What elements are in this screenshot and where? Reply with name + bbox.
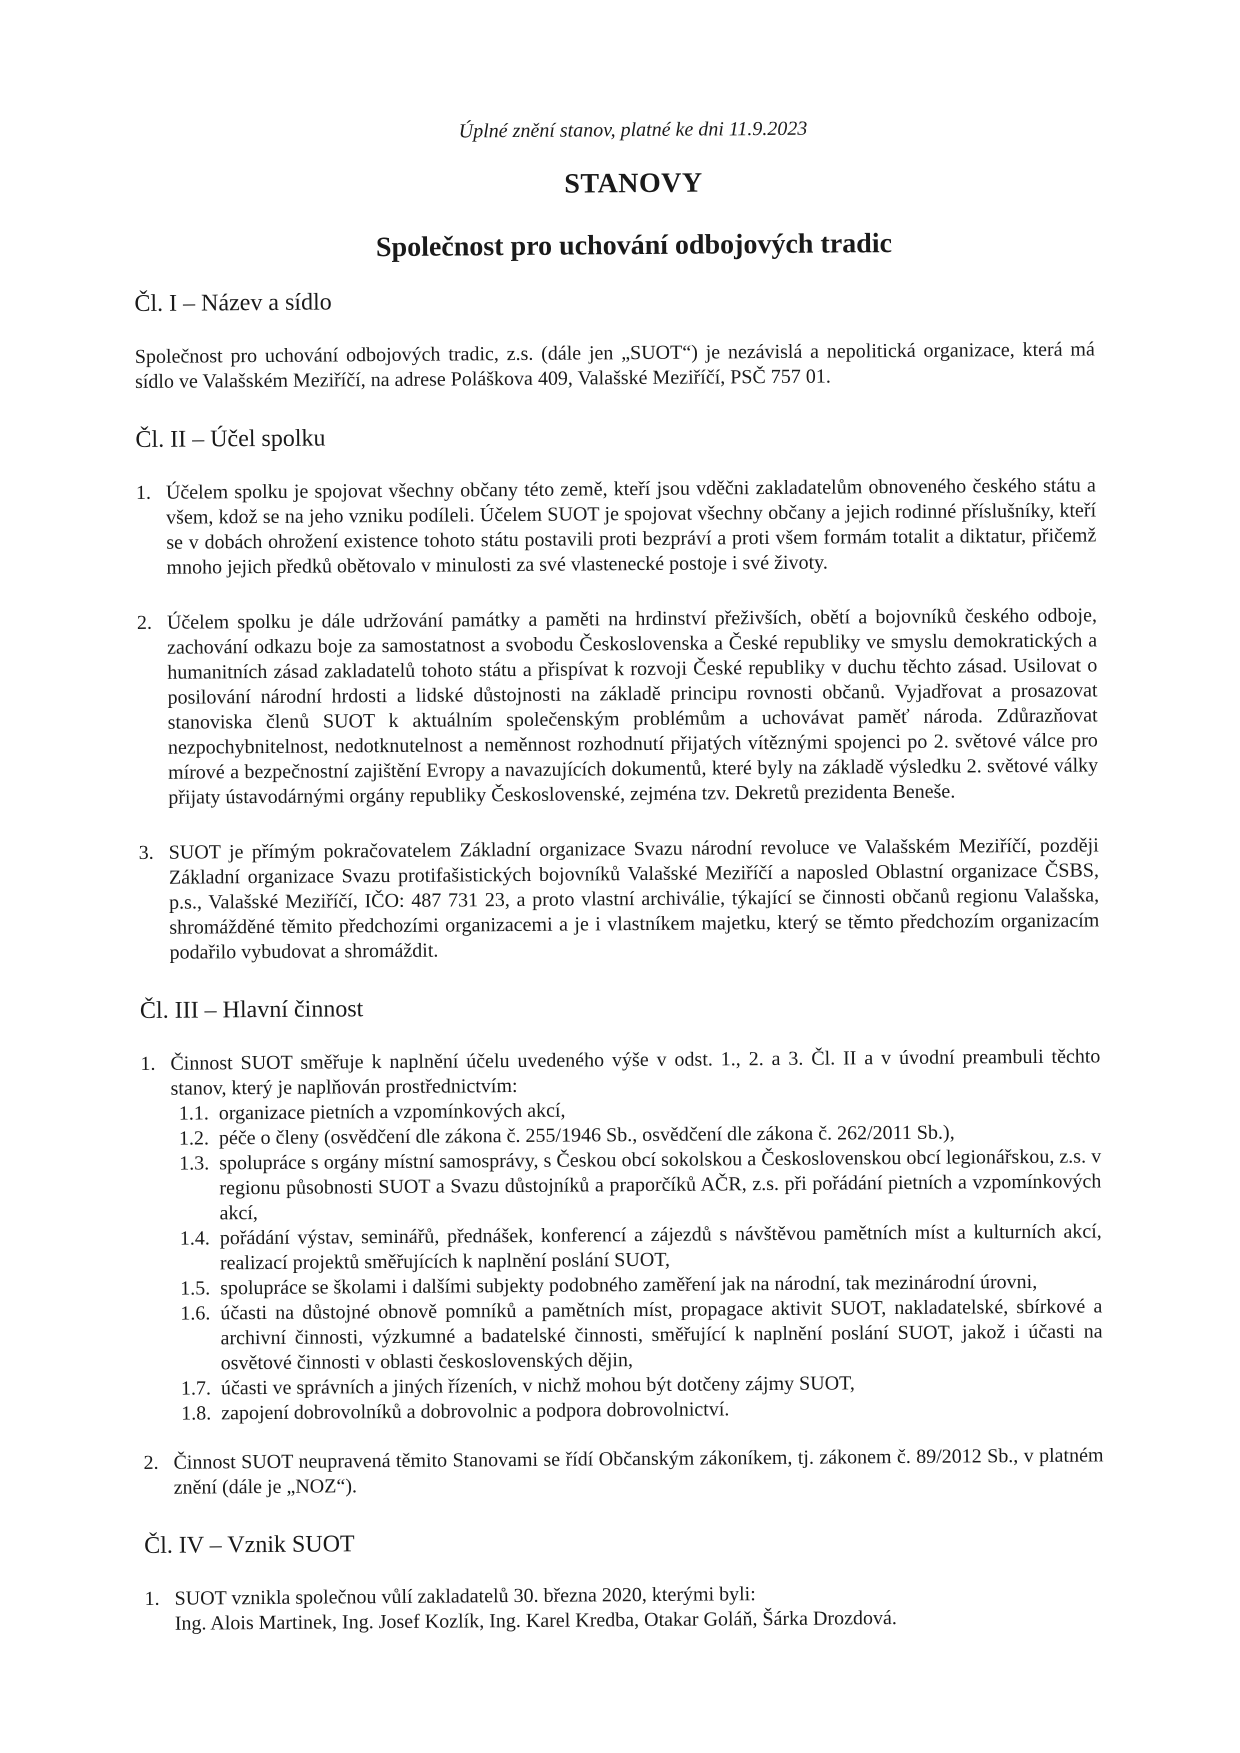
section-heading-article-1: Čl. I – Název a sídlo	[134, 289, 332, 317]
item-number: 1.	[140, 1052, 156, 1075]
subitem-text: spolupráce se školami i dalšími subjekty podobného zaměření jak na národní, tak mezinárodní úrovni,	[220, 1270, 1038, 1300]
subitem-number: 1.1.	[178, 1102, 209, 1125]
subitem-text: péče o členy (osvědčení dle zákona č. 255/1946 Sb., osvědčení dle zákona č. 262/2011 Sb.),	[218, 1121, 955, 1150]
sublist-item	[172, 1294, 1103, 1376]
founders-list: Ing. Alois Martinek, Ing. Josef Kozlík, Ing. Karel Kredba, Otakar Goláň, Šárka Drozdová.	[174, 1607, 897, 1635]
item-text: Účelem spolku je spojovat všechny občany této země, kteří jsou vděčni zakladatelům obnoveného českého státu a všem, kdož se na jeho vzniku podíleli. Účelem SUOT je spojovat všechny občany a jejich rodinné příslušníky, kteří se v dobách ohrožení existence tohoto státu postavili proti bezpráví a proti všem formám totalit a diktatur, přičemž mnoho jejich předků obětovalo v minulosti za své vlastenecké postoje i své životy.	[165, 474, 1097, 579]
sublist-item	[172, 1219, 1102, 1276]
item-number: 3.	[138, 841, 154, 864]
article-4-list	[145, 1579, 1105, 1637]
item-number: 1.	[144, 1587, 160, 1610]
list-item	[140, 1044, 1103, 1427]
founding-statement: SUOT vznikla společnou vůlí zakladatelů 30. března 2020, kterými byli:	[174, 1583, 756, 1610]
list-item	[137, 603, 1099, 811]
item-text: Činnost SUOT neupravená těmito Stanovami se řídí Občanským zákoníkem, tj. zákonem č. 89/2012 Sb., v platném znění (dále je „NOZ“).	[173, 1444, 1104, 1499]
item-text: SUOT je přímým pokračovatelem Základní organizace Svazu národní revoluce ve Valašském Meziříčí, později Základní organizace Svazu protifašistických bojovníků Valašské Meziříčí a naposled Oblastní organizace ČSBS, p.s., Valašské Meziříčí, IČO: 487 731 23, a proto vlastní archiválie, týkající se činnosti občanů regionu Valašska, shromážděné těmito předchozími organizacemi a je i vlastníkem majetku, který se těmto předchozím organizacím podařilo vybudovat a shromáždit.	[168, 834, 1100, 964]
list-item	[139, 833, 1100, 966]
list-item	[145, 1579, 1105, 1637]
document-body	[133, 114, 1105, 1666]
article-3-list	[140, 1044, 1103, 1501]
subitem-text: zapojení dobrovolníků a dobrovolnic a podpora dobrovolnictví.	[221, 1398, 730, 1425]
item-number: 2.	[143, 1451, 159, 1474]
item-text: Účelem spolku je dále udržování památky a paměti na hrdinství přeživších, obětí a bojovníků českého odboje, zachování odkazu boje za samostatnost a svobodu Československa a České republiky ve smyslu demokratických a humanitních zásad zakladatelů tohoto státu a přispívat k rozvoji České republiky v duchu těchto zásad. Usilovat o posilování národní hrdosti a lidské důstojnosti na základě principu rovnosti občanů. Vyjadřovat a prosazovat stanoviska členů SUOT k aktuálním společenským problémům a uchovávat paměť národa. Zdůrazňovat nezpochybnitelnost, nedotknutelnost a neměnnost rozhodnutí přijatých vítěznými spojenci po 2. světové válce pro mírové a bezpečnostní zajištění Evropy a navazujících dokumentů, které byly na základě výsledku 2. světové války přijaty ústavodárnými orgány republiky Československé, zejména tzv. Dekretů prezidenta Beneše.	[166, 604, 1099, 809]
item-number: 2.	[136, 611, 153, 634]
subitem-text: organizace pietních a vzpomínkových akcí,	[218, 1099, 566, 1125]
article-1-text: Společnost pro uchování odbojových tradic, z.s. (dále jen „SUOT“) je nezávislá a nepolitická organizace, která má sídlo ve Valašském Meziříčí, na adrese Poláškova 409, Valašské Meziříčí, PSČ 757 01.	[134, 338, 1095, 393]
sublist	[171, 1094, 1104, 1426]
organization-name: Společnost pro uchování odbojových tradic	[375, 228, 893, 264]
section-heading-article-2: Čl. II – Účel spolku	[135, 425, 326, 453]
subitem-number: 1.7.	[180, 1377, 212, 1400]
subitem-number: 1.5.	[180, 1277, 211, 1300]
item-content	[175, 1579, 1105, 1636]
subitem-number: 1.2.	[178, 1127, 210, 1150]
subitem-number: 1.3.	[179, 1152, 210, 1175]
subitem-text: pořádání výstav, seminářů, přednášek, konferencí a zájezdů s návštěvou pamětních míst a kulturních akcí, realizací projektů směřujících k naplnění poslání SUOT,	[219, 1220, 1102, 1275]
list-item	[136, 473, 1097, 581]
list-item	[143, 1443, 1103, 1501]
article-2-list	[136, 473, 1100, 966]
document-title: STANOVY	[564, 167, 703, 200]
section-heading-article-3: Čl. III – Hlavní činnost	[139, 996, 364, 1024]
item-content	[170, 1044, 1103, 1426]
subitem-number: 1.8.	[181, 1402, 212, 1425]
subitem-text: účasti ve správních a jiných řízeních, v nichž mohou být dotčeny zájmy SUOT,	[220, 1372, 855, 1400]
subitem-number: 1.4.	[179, 1227, 210, 1250]
subitem-number: 1.6.	[180, 1302, 211, 1325]
sublist-item	[171, 1144, 1102, 1226]
subitem-text: účasti na důstojné obnově pomníků a pamětních míst, propagace aktivit SUOT, nakladatelské, sbírkové a archivní činnosti, výzkumné a badatelské činnosti, směřující k naplnění poslání SUOT, jakož i účasti na osvětové činnosti v oblasti československých dějin,	[220, 1295, 1103, 1375]
document-subtitle: Úplné znění stanov, platné ke dni 11.9.2023	[458, 117, 808, 143]
section-heading-article-4: Čl. IV – Vznik SUOT	[144, 1531, 355, 1559]
item-text: Činnost SUOT směřuje k naplnění účelu uvedeného výše v odst. 1., 2. a 3. Čl. II a v úvodní preambuli těchto stanov, který je naplňován prostřednictvím:	[170, 1045, 1101, 1100]
item-number: 1.	[135, 481, 151, 504]
subitem-text: spolupráce s orgány místní samosprávy, s Českou obcí sokolskou a Československou obcí legionářskou, z.s. v regionu působnosti SUOT a Svazu důstojníků a praporčíků AČR, z.s. při pořádání pietních a vzpomínkových akcí,	[219, 1145, 1102, 1225]
